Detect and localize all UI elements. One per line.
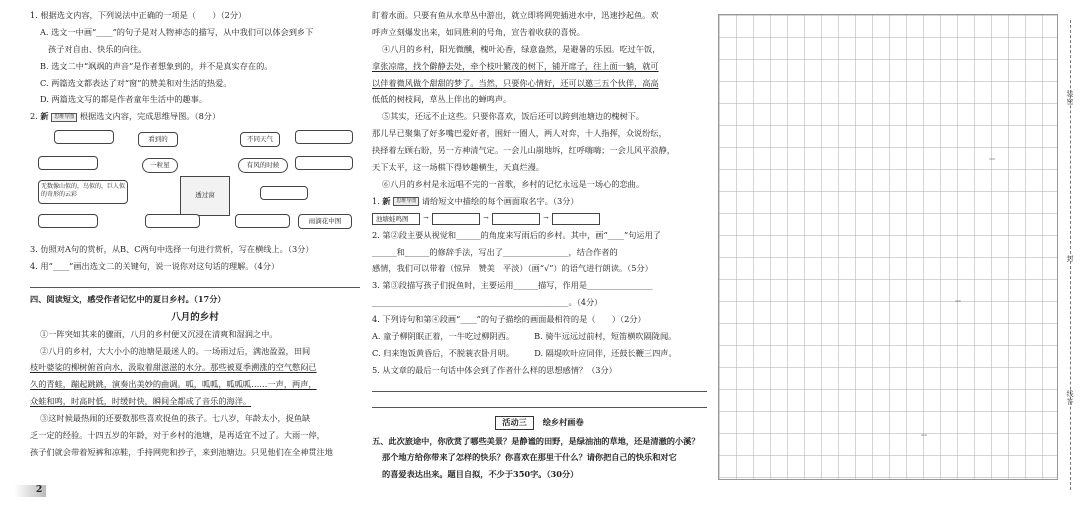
- section-five-line-1: 五、此次旅途中，你欣赏了哪些美景？是静谧的田野，是绿油油的草地，还是清澈的小溪？: [372, 435, 700, 446]
- left-column: [30, 10, 360, 464]
- passage-para-4b: 拿张凉席，找个僻静去处，牵个枝叶繁茂的树下，铺开席子，往上面一躺，就可: [372, 60, 659, 71]
- arrow-right-icon: →: [423, 213, 429, 222]
- mindmap-blank-2[interactable]: [295, 130, 353, 144]
- rq3-line-1: 3. 第③段描写孩子们捉鱼时，主要运用______描写，作用是________________: [372, 280, 653, 291]
- passage-para-2b: 枝叶婆娑的柳树俯首向水，汲取着甜滋滋的水分。那些被夏季溯涨的空气憋闷已: [30, 362, 317, 373]
- passage-para-1: ①一阵突如其来的骤雨，八月的乡村便又沉浸在清爽和湿润之中。: [40, 328, 278, 339]
- passage-cont-2: 呼声立刻爆发出来，如同胜利的号角，宣告着收获的喜悦。: [372, 26, 585, 37]
- rq5-stem: 5. 从文章的最后一句话中体会到了作者什么样的思想感情？（3分）: [372, 364, 617, 375]
- rq2-line-1: 2. 第②段主要从视觉和______的角度来写雨后的乡村。其中，画“____”句运用了: [372, 229, 661, 240]
- window-illustration: 透过窗: [180, 176, 230, 216]
- rq1-text: 请给短文中描绘的每个画面取名字。（3分）: [421, 195, 579, 206]
- rq1-stem: [372, 196, 707, 208]
- mindmap-blank-8[interactable]: [235, 214, 290, 228]
- q1-stem: 1. 根据选文内容，下列说法中正确的一项是（ ）（2分）: [30, 10, 247, 20]
- rq2-line-2: ______和______的修辞手法，写出了________________，结合作者的: [372, 246, 618, 257]
- mindmap-blank-4[interactable]: [295, 156, 353, 170]
- passage-title: 八月的乡村: [171, 311, 219, 323]
- passage-para-2d: 众蛙和鸣，时高时低，时缓时快，瞬间全都成了音乐的海洋。: [30, 396, 252, 407]
- passage-para-5c: 抉择着左顾右盼，另一方神清气定。一会儿山崩地坼，红呼嗨嗨；一会儿风平浪静，: [372, 145, 675, 156]
- grid-mark-400: 400: [921, 433, 927, 437]
- mindmap-badge: 思维导图: [393, 197, 419, 206]
- mindmap-blank-7[interactable]: [145, 214, 200, 228]
- passage-para-4d: 低低的树枝间，草丛上伴出的蝉鸣声。: [372, 94, 512, 105]
- q1-option-b: B. 选文二中“飒飒的声音”是作者想象到的，并不是真实存在的。: [40, 60, 273, 71]
- rq2-line-3: 感情，我们可以带着（惊异 赞美 平淡）（画“√”）的语气进行朗读。（5分）: [372, 263, 653, 274]
- q4-stem: 4. 用“____”画出选文二的关键句，说一说你对这句话的理解。（4分）: [30, 261, 280, 272]
- q2-text: 根据选文内容，完成思维导图。（8分）: [79, 111, 221, 122]
- mindmap-badge: 思维导图: [51, 113, 77, 122]
- passage-para-4a: ④八月的乡村，阳光微醺，槐叶沁香，绿意盎然，是避暑的乐园。吃过午饭，: [382, 43, 661, 54]
- answer-line[interactable]: [372, 398, 707, 408]
- activity-title: 绘乡村画卷: [542, 416, 584, 427]
- grid-mark-200: 200: [989, 157, 995, 161]
- section-five-line-2: 那个地方给你带来了怎样的快乐？你喜欢在那里干什么？请你把自己的快乐和对它: [382, 452, 677, 463]
- mind-map: [30, 128, 360, 238]
- activity-label: 活动三: [495, 416, 534, 430]
- binding-label-mid: 封: [1066, 255, 1074, 263]
- mindmap-rain: 雨滴花中图: [298, 214, 352, 228]
- passage-para-3c: 孩子们就会带着短裤和凉鞋，手持网兜和抄子，来到池塘边。只见他们在全神贯注地: [30, 446, 333, 457]
- new-badge: 新: [40, 111, 49, 122]
- mindmap-blank-1[interactable]: [54, 130, 114, 144]
- rq1-number: 1.: [372, 195, 380, 206]
- passage-para-2a: ②八月的乡村，大大小小的池塘是最迷人的。一场雨过后，满池盈盈，田间: [40, 345, 311, 356]
- answer-line[interactable]: [372, 382, 707, 392]
- answer-line[interactable]: [30, 278, 360, 288]
- rq4-option-b: B. 骑牛远远过前村，短笛横吹隔陇闻。: [534, 331, 677, 342]
- rq4-options-row-2: [372, 348, 707, 365]
- middle-column: [372, 10, 707, 486]
- section-five-line-3: 的喜爱表达出来。题目自拟，不少于350字。（30分）: [382, 469, 579, 480]
- new-badge: 新: [382, 195, 391, 206]
- flow-box-4[interactable]: [552, 213, 600, 225]
- rq3-line-2: ________________________________________________。（4分）: [372, 297, 603, 308]
- rq4-stem: 4. 下列诗句和第④段画“____”的句子描绘的画面最相符的是（ ）（2分）: [372, 314, 646, 325]
- mindmap-blank-3[interactable]: [38, 156, 98, 170]
- q1-option-d: D. 两篇选文写的都是作者童年生活中的趣事。: [40, 94, 208, 105]
- activity-heading: [372, 416, 707, 430]
- passage-para-4c: 以伴着微风做个甜甜的梦了。当然，只要你心情好，还可以邀三五个伙伴，高高: [372, 77, 659, 88]
- arrow-right-icon: →: [483, 213, 489, 222]
- rq4-options-row-1: [372, 331, 707, 348]
- q2-stem: [30, 111, 360, 123]
- mindmap-star: 一粒星: [142, 158, 178, 172]
- q3-stem: 3. 仿照对A句的赏析，从B、C两句中选择一句进行赏析，写在横线上。（3分）: [30, 244, 314, 255]
- flow-box-2[interactable]: [432, 213, 480, 225]
- passage-para-3b: 乏一定的经验。十四五岁的年龄，对于乡村的池塘，是再适宜不过了。大雨一停，: [30, 430, 325, 441]
- passage-para-5b: 那儿早已聚集了好多嘴巴爱好者，围好一圈人，两人对弈，十人指挥，众说纷纭，: [372, 128, 667, 139]
- passage-para-3a: ③这时候最热闹的还要数那些喜欢捉鱼的孩子。七八岁，年龄太小，捉鱼缺: [40, 413, 311, 424]
- mindmap-seen: 看到的: [138, 132, 178, 146]
- mindmap-blank-5[interactable]: [260, 186, 308, 200]
- flow-box-1: 池塘蛙鸣图: [372, 213, 420, 225]
- rq4-option-a: A. 童子柳阴眠正着，一牛吃过柳阴西。: [372, 331, 515, 342]
- q1-option-a: A. 选文一中画“____”的句子是对人物神态的描写，从中我们可以体会到乡下: [40, 26, 314, 37]
- flow-box-3[interactable]: [492, 213, 540, 225]
- mindmap-clouds: 无数像山似的，鸟似的，巨人似的奇形的云彩: [38, 180, 128, 204]
- rq4-option-d: D. 隔堤吹叶应同伴，还鼓长鞭三四声。: [534, 347, 677, 358]
- arrow-right-icon: →: [543, 213, 549, 222]
- mindmap-blank-6[interactable]: [38, 214, 98, 228]
- q1-option-c: C. 两篇选文都表达了对“窗”的赞美和对生活的热爱。: [40, 77, 232, 88]
- mindmap-wind: 有风的时候: [238, 158, 288, 172]
- passage-para-6: ⑥八月的乡村是永远唱不完的一首歌，乡村的记忆永远是一场心的恋曲。: [382, 178, 645, 189]
- composition-grid[interactable]: [718, 14, 1058, 480]
- page-number: 2: [14, 485, 46, 497]
- q2-number: 2.: [30, 111, 38, 122]
- binding-label-bot: 线 答: [1066, 390, 1080, 407]
- mindmap-weather: 不同天气: [240, 132, 280, 146]
- picture-name-flow: [372, 213, 707, 225]
- section-four-heading: 四、阅读短文，感受作者记忆中的夏日乡村。（17分）: [30, 294, 226, 305]
- passage-para-2c: 久的青蛙，蹦起跳跳，演奏出美妙的曲调。呱，呱呱，呱呱呱……一声，两声，: [30, 379, 317, 390]
- passage-para-5a: ⑤其实，还远不止这些。只要你喜欢，饭后还可以跨到池塘边的槐树下。: [382, 111, 645, 122]
- binding-label-top: 装 密: [1066, 90, 1080, 107]
- passage-para-5d: 天下太平，这一场棋下得妙趣横生，天真烂漫。: [372, 162, 544, 173]
- passage-cont-1: 盯着水面。只要有鱼从水草丛中游出，就立即将网兜插进水中，迅速抄起鱼。欢: [372, 10, 659, 20]
- rq4-option-c: C. 归来饱饭黄昏后，不脱蓑衣卧月明。: [372, 347, 515, 358]
- grid-mark-300: 300: [955, 299, 961, 303]
- q1-option-a-cont: 孩子对自由、快乐的向往。: [48, 43, 147, 54]
